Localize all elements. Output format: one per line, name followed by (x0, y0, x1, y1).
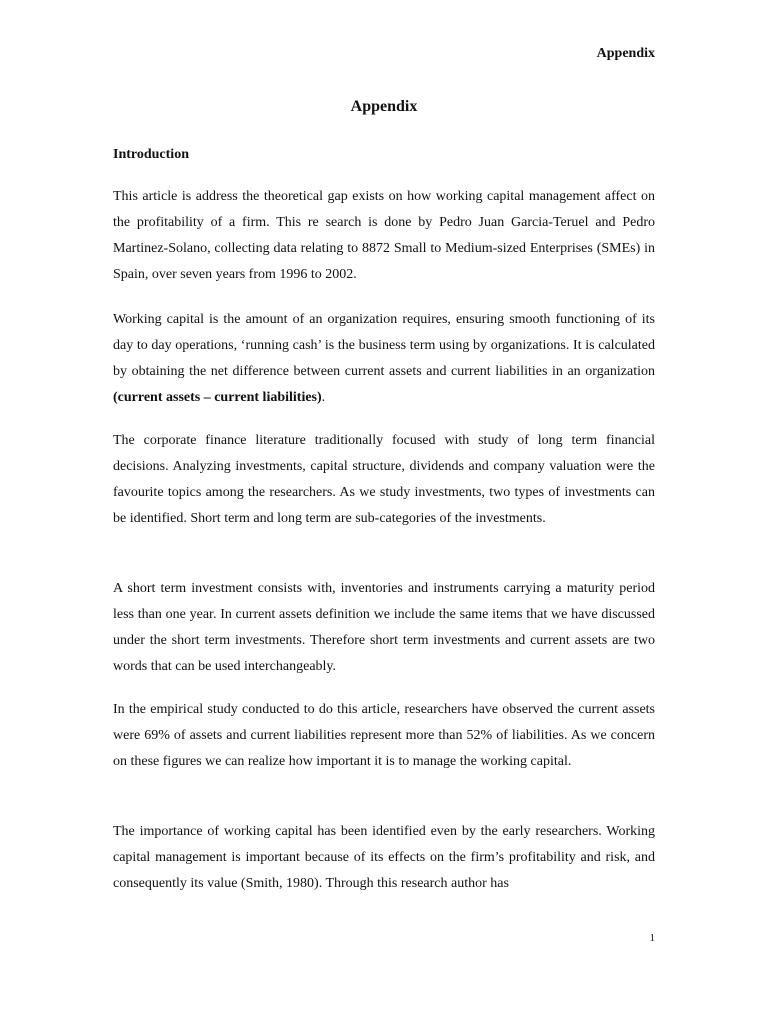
paragraph-1: This article is address the theoretical gap exists on how working capital management affect on the profitability of a firm. This re search is done by Pedro Juan Garcia-Teruel and Pedro Martinez-Solano, collecting data relating to 8872 Small to Medium-sized Enterprises (SMEs) in Spain, over seven years from 1996 to 2002. (113, 189, 655, 282)
paragraph-2-end: . (321, 390, 326, 405)
paragraph-3: The corporate finance literature traditionally focused with study of long term financial decisions. Analyzing investments, capital structure, dividends and company valuation were the favourite topics among the researchers. As we study investments, two types of investments can be identified. Short term and long term are sub-categories of the investments. (113, 433, 655, 526)
paragraph-2-text: Working capital is the amount of an organization requires, ensuring smooth functioning of its day to day operations, ‘running cash’ is the business term using by organizations. It is calculated by obtaining the net difference between current assets and current liabilities in an organization (113, 312, 655, 379)
page-title: Appendix (350, 98, 418, 115)
paragraph-4: A short term investment consists with, inventories and instruments carrying a maturity period less than one year. In current assets definition we include the same items that we have discussed under the short term investments. Therefore short term investments and current assets are two words that can be used interchangeably. (113, 581, 655, 674)
paragraph-6: The importance of working capital has been identified even by the early researchers. Working capital management is important because of its effects on the firm’s profitability and risk, and consequently its value (Smith, 1980). Through this research author has (113, 824, 655, 891)
paragraph-2 (113, 307, 655, 411)
paragraph-2-formula: (current assets – current liabilities) (113, 390, 322, 405)
page-number: 1 (649, 932, 655, 944)
running-header: Appendix (596, 46, 655, 61)
section-heading-introduction: Introduction (113, 147, 189, 162)
paragraph-5: In the empirical study conducted to do this article, researchers have observed the current assets were 69% of assets and current liabilities represent more than 52% of liabilities. As we concern on these figures we can realize how important it is to manage the working capital. (113, 702, 655, 769)
